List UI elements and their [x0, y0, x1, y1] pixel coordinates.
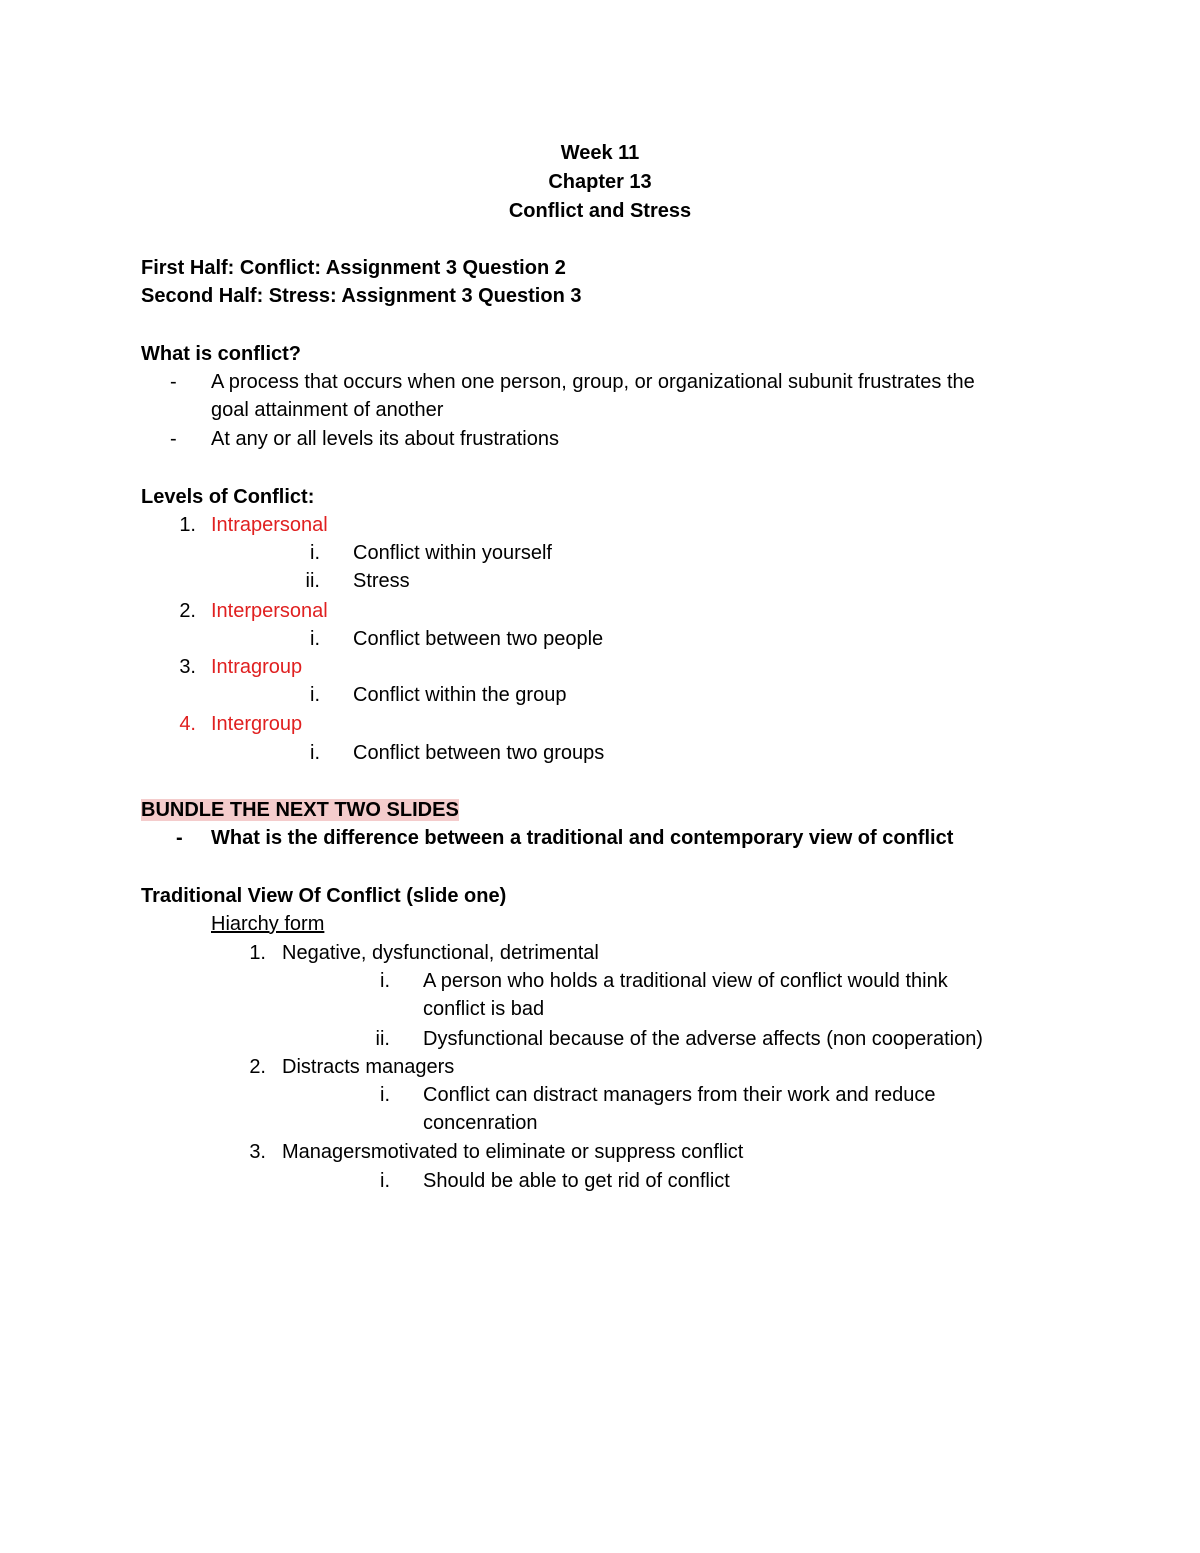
bullet-marker: - [176, 827, 183, 849]
document-title: Conflict and Stress [508, 200, 692, 222]
list-number: 4. [179, 713, 196, 735]
sub-number: ii. [375, 1028, 390, 1050]
sub-number: i. [310, 742, 320, 764]
sub-number: i. [380, 1084, 390, 1106]
list-number: 2. [249, 1056, 266, 1078]
level-intragroup: Intragroup [211, 656, 303, 678]
bullet-marker: - [170, 371, 177, 393]
what-is-conflict-heading: What is conflict? [141, 343, 301, 365]
level-intergroup: Intergroup [211, 713, 303, 735]
second-half-line: Second Half: Stress: Assignment 3 Question 3 [141, 285, 582, 307]
levels-heading: Levels of Conflict: [141, 486, 315, 508]
first-half-line: First Half: Conflict: Assignment 3 Question 2 [141, 257, 566, 279]
week-title: Week 11 [560, 142, 640, 164]
list-number: 1. [249, 942, 266, 964]
sub-item: Stress [353, 570, 410, 592]
list-number: 1. [179, 514, 196, 536]
traditional-item: Negative, dysfunctional, detrimental [282, 942, 599, 964]
level-intrapersonal: Intrapersonal [211, 514, 328, 536]
bullet-marker: - [170, 428, 177, 450]
sub-number: i. [310, 628, 320, 650]
chapter-title: Chapter 13 [548, 171, 652, 193]
sub-item: Conflict between two people [353, 628, 604, 650]
sub-number: i. [310, 542, 320, 564]
sub-number: i. [380, 970, 390, 992]
list-number: 3. [179, 656, 196, 678]
bundle-question: What is the difference between a traditional and contemporary view of conflict [211, 827, 954, 849]
traditional-item: Distracts managers [282, 1056, 455, 1078]
sub-number: i. [310, 684, 320, 706]
sub-item: A person who holds a traditional view of conflict would think [423, 970, 948, 992]
sub-item: Conflict within the group [353, 684, 567, 706]
sub-item: Dysfunctional because of the adverse affects (non cooperation) [423, 1028, 983, 1050]
sub-number: ii. [305, 570, 320, 592]
traditional-item: Managersmotivated to eliminate or suppress conflict [282, 1141, 744, 1163]
bundle-highlight: BUNDLE THE NEXT TWO SLIDES [141, 799, 459, 821]
conflict-frustrations-line: At any or all levels its about frustrations [211, 428, 559, 450]
sub-item: Should be able to get rid of conflict [423, 1170, 730, 1192]
conflict-definition-line1: A process that occurs when one person, group, or organizational subunit frustrates the [211, 371, 975, 393]
conflict-definition-line2: goal attainment of another [211, 399, 444, 421]
sub-item: Conflict can distract managers from their work and reduce [423, 1084, 936, 1106]
sub-item-continuation: concenration [423, 1112, 538, 1134]
sub-item-continuation: conflict is bad [423, 998, 545, 1020]
traditional-subheading: Hiarchy form [211, 913, 325, 935]
sub-number: i. [380, 1170, 390, 1192]
list-number: 2. [179, 600, 196, 622]
traditional-heading: Traditional View Of Conflict (slide one) [141, 885, 507, 907]
sub-item: Conflict within yourself [353, 542, 552, 564]
bundle-heading [141, 796, 459, 824]
list-number: 3. [249, 1141, 266, 1163]
sub-item: Conflict between two groups [353, 742, 605, 764]
level-interpersonal: Interpersonal [211, 600, 328, 622]
